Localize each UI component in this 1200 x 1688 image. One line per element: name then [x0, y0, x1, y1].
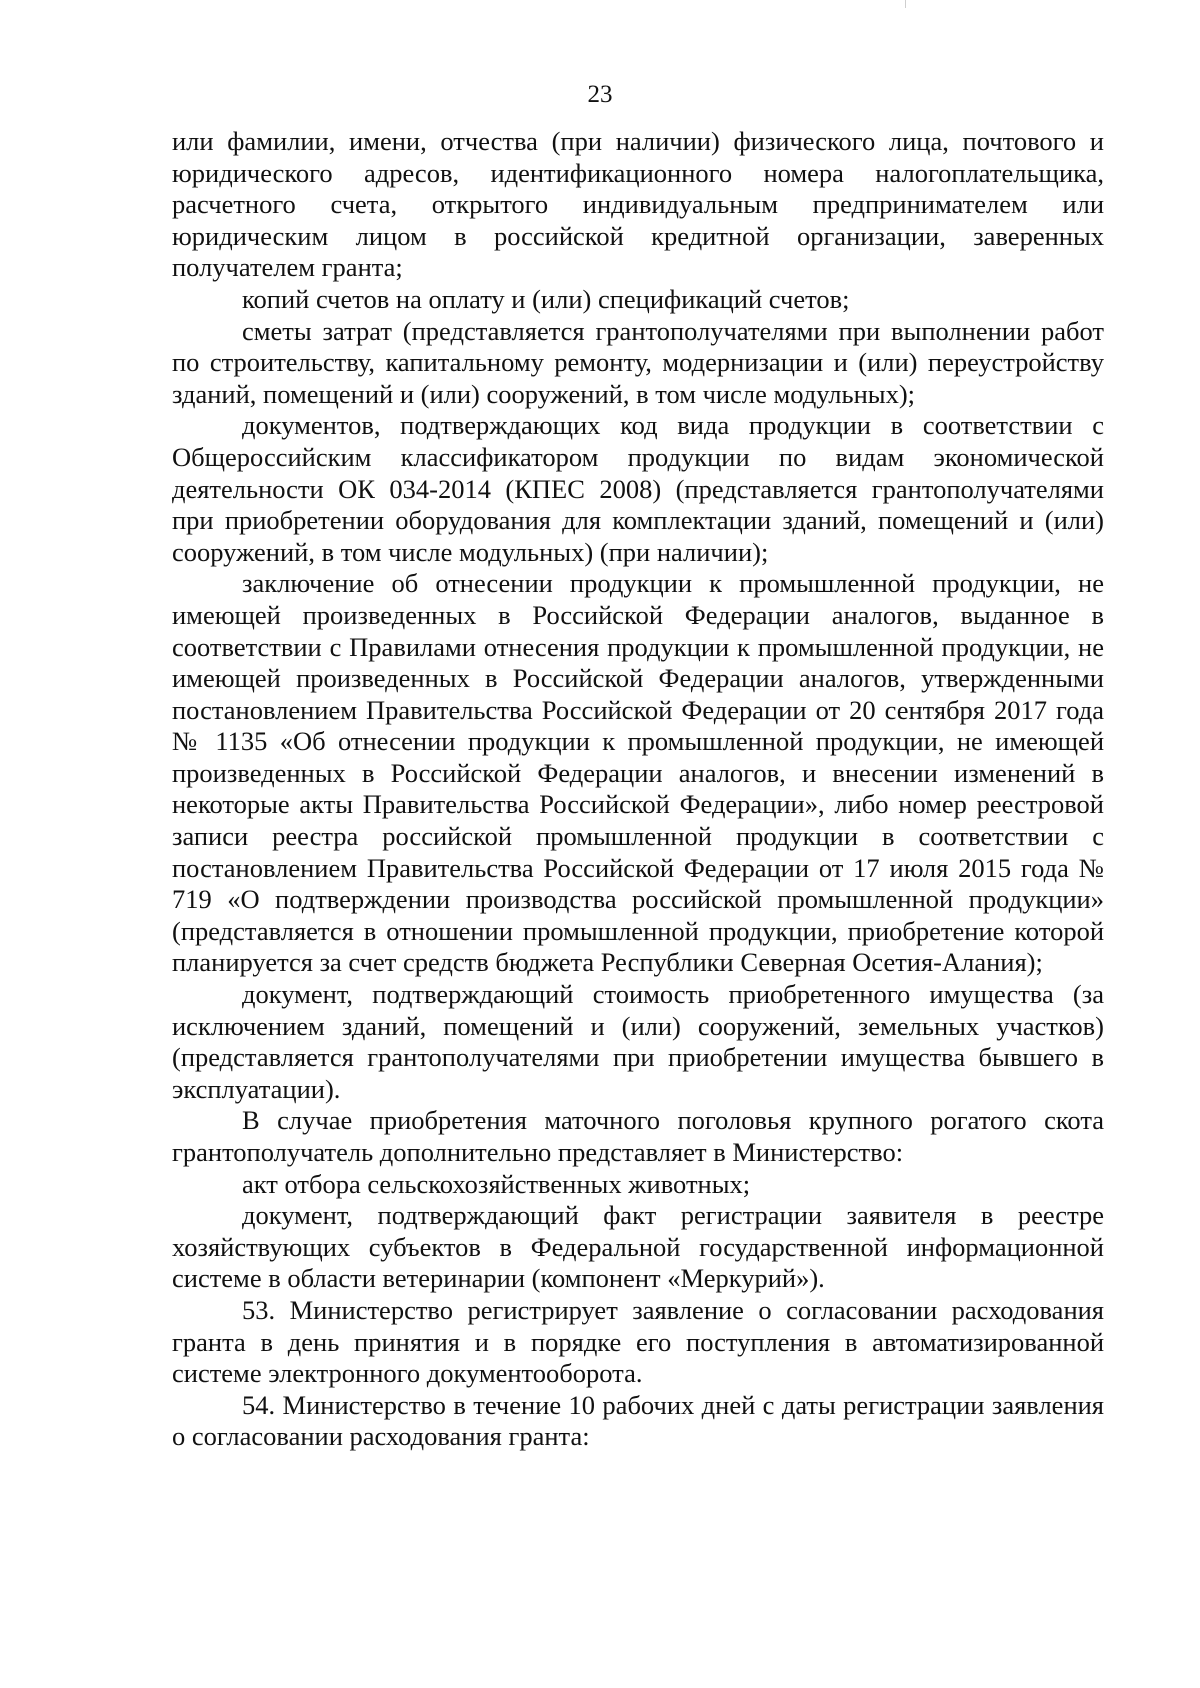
paragraph-industrial-product-conclusion: заключение об отнесении продукции к промышленной продукции, не имеющей произведенных в Российской Федерации аналогов, выданное в соответствии с Правилами отнесения продукции к промышленной продукции, не имеющей произведенных в Российской Федерации аналогов, утвержденными постановлением Правительства Российской Федерации от 20 сентября 2017 года № 1135 «Об отнесении продукции к промышленной продукции, не имеющей произведенных в Российской Федерации аналогов, и внесении изменений в некоторые акты Правительства Российской Федерации», либо номер реестровой записи реестра российской промышленной продукции в соответствии с постановлением Правительства Российской Федерации от 17 июля 2015 года № 719 «О подтверждении производства российской промышленной продукции» (представляется в отношении промышленной продукции, приобретение которой планируется за счет средств бюджета Республики Северная Осетия-Алания); — [172, 568, 1104, 978]
scan-edge-mark — [905, 0, 906, 8]
paragraph-item-54: 54. Министерство в течение 10 рабочих дней с даты регистрации заявления о согласовании расходования гранта: — [172, 1389, 1104, 1452]
paragraph-mercury-registration: документ, подтверждающий факт регистрации заявителя в реестре хозяйствующих субъектов в Федеральной государственной информационной системе в области ветеринарии (компонент «Меркурий»). — [172, 1200, 1104, 1294]
paragraph-cattle-purchase: В случае приобретения маточного поголовья крупного рогатого скота грантополучатель дополнительно представляет в Министерство: — [172, 1105, 1104, 1167]
paragraph-item-53: 53. Министерство регистрирует заявление о согласовании расходования гранта в день принятия и в порядке его поступления в автоматизированной системе электронного документооборота. — [172, 1294, 1104, 1389]
paragraph-animal-selection-act: акт отбора сельскохозяйственных животных; — [242, 1168, 751, 1199]
document-body — [172, 126, 1104, 1453]
paragraph-invoice-copies: копий счетов на оплату и (или) спецификаций счетов; — [242, 283, 850, 314]
paragraph-cost-estimates: сметы затрат (представляется грантополучателями при выполнении работ по строительству, капитальному ремонту, модернизации и (или) переустройству зданий, помещений и (или) сооружений, в том числе модульных); — [172, 315, 1104, 409]
paragraph-continuation: или фамилии, имени, отчества (при наличии) физического лица, почтового и юридического адресов, идентификационного номера налогоплательщика, расчетного счета, открытого индивидуальным предпринимателем или юридическим лицом в российской кредитной организации, заверенных получателем гранта; — [172, 126, 1104, 283]
page-number: 23 — [587, 81, 613, 108]
paragraph-property-cost-document: документ, подтверждающий стоимость приобретенного имущества (за исключением зданий, помещений и (или) сооружений, земельных участков) (представляется грантополучателями при приобретении имущества бывшего в эксплуатации). — [172, 979, 1104, 1104]
paragraph-product-code-documents: документов, подтверждающих код вида продукции в соответствии с Общероссийским классификатором продукции по видам экономической деятельности ОК 034-2014 (КПЕС 2008) (представляется грантополучателями при приобретении оборудования для комплектации зданий, помещений и (или) сооружений, в том числе модульных) (при наличии); — [172, 410, 1104, 567]
